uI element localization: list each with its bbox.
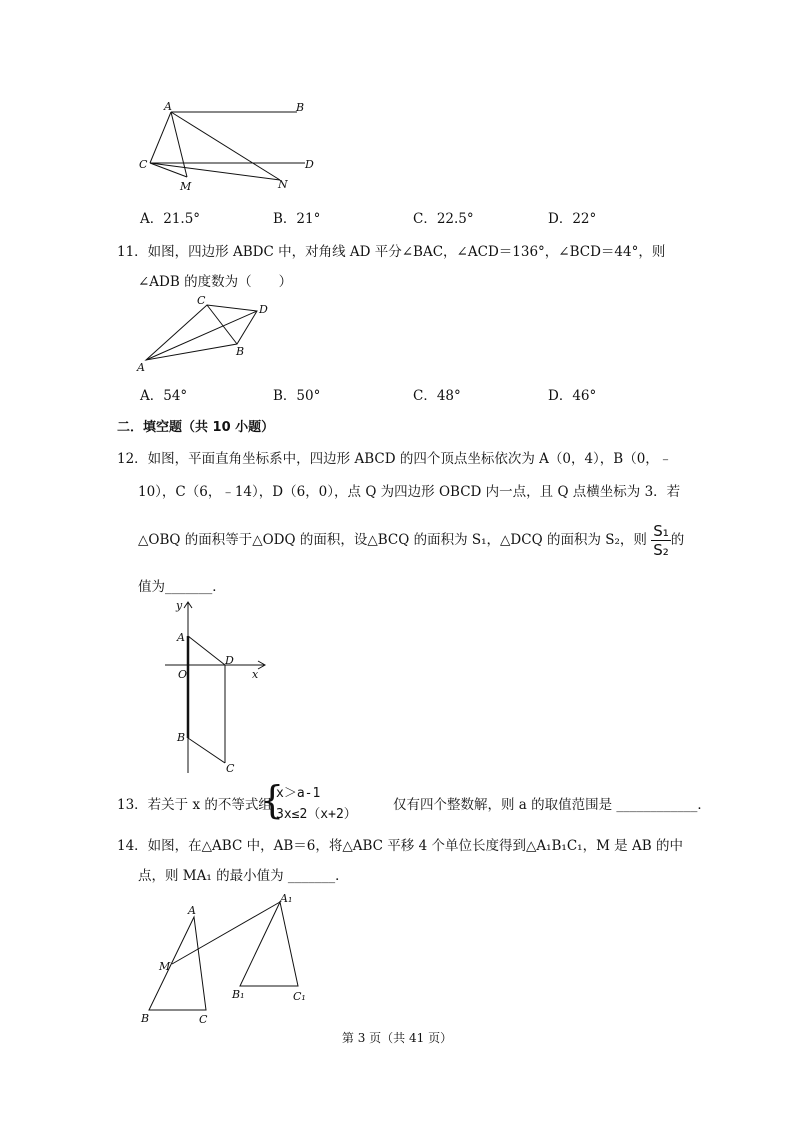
q12-answer-blank[interactable]: 值为_______． — [138, 579, 226, 595]
fig11-label-b: B — [236, 345, 245, 358]
q12-fraction-denominator: S₂ — [653, 541, 669, 559]
q10-option-d[interactable]: D．22° — [548, 211, 597, 227]
fig14-label-b1: B₁ — [232, 988, 245, 1001]
fig12-label-b: B — [177, 731, 186, 744]
figure-q11 — [130, 292, 280, 377]
q13-inequality-1: x＞a-1 — [276, 786, 321, 801]
q12-text-line2: 10），C（6，﹣14），D（6，0），点 Q 为四边形 OBCD 内一点，且 Q 点横坐标为 3．若 — [138, 484, 681, 500]
fig12-label-c: C — [226, 762, 235, 775]
q13-prefix: 13．若关于 x 的不等式组 — [117, 797, 272, 813]
fig10-label-m: M — [180, 180, 192, 193]
q10-option-c[interactable]: C．22.5° — [413, 211, 474, 227]
fig14-label-c1: C₁ — [293, 990, 306, 1003]
q14-text-line1: 14．如图，在△ABC 中，AB＝6，将△ABC 平移 4 个单位长度得到△A₁B₁C₁，M 是 AB 的中 — [117, 838, 683, 854]
figure-q10 — [130, 95, 330, 195]
fig11-label-a: A — [137, 361, 145, 374]
fig14-label-b: B — [141, 1012, 150, 1025]
page-footer: 第 3 页（共 41 页） — [341, 1031, 453, 1045]
fig14-label-a: A — [188, 904, 196, 917]
section-heading-fill-in: 二．填空题（共 10 小题） — [117, 420, 275, 435]
fig12-label-a: A — [177, 631, 185, 644]
fig14-label-a1: A₁ — [280, 892, 293, 905]
q11-option-c[interactable]: C．48° — [413, 388, 461, 404]
fig12-label-d: D — [225, 654, 234, 667]
q13-brace: { — [260, 778, 285, 822]
q10-option-a[interactable]: A．21.5° — [140, 211, 201, 227]
q12-text-line3-end: 的 — [670, 532, 685, 548]
q14-text-line2[interactable]: 点，则 MA₁ 的最小值为 _______． — [138, 868, 349, 884]
q11-option-d[interactable]: D．46° — [548, 388, 597, 404]
q12-text-line3-body: △OBQ 的面积等于△ODQ 的面积，设△BCQ 的面积为 S₁，△DCQ 的面积为 S₂，则 — [138, 532, 647, 548]
q12-text-line3 — [138, 522, 684, 559]
q13-inequality-2: 3x≤2（x+2） — [276, 807, 357, 822]
q12-fraction-numerator: S₁ — [653, 522, 669, 540]
fig11-label-c: C — [197, 294, 206, 307]
fig12-label-x: x — [252, 668, 259, 681]
fig11-label-d: D — [259, 303, 268, 316]
fig14-label-m: M — [159, 960, 171, 973]
q12-text-line1: 12．如图，平面直角坐标系中，四边形 ABCD 的四个顶点坐标依次为 A（0，4），B（0，﹣ — [117, 451, 673, 467]
fig12-label-y: y — [176, 599, 183, 612]
figure-q14 — [135, 890, 315, 1025]
fig14-label-c: C — [199, 1013, 208, 1025]
q11-text-line2: ∠ADB 的度数为（ ） — [138, 274, 293, 290]
fig10-label-c: C — [139, 158, 148, 171]
fig10-label-d: D — [305, 158, 314, 171]
fig10-label-a: A — [164, 100, 172, 113]
q10-option-b[interactable]: B．21° — [273, 211, 321, 227]
q11-option-b[interactable]: B．50° — [273, 388, 321, 404]
q12-fraction — [651, 522, 671, 559]
q11-option-a[interactable]: A．54° — [140, 388, 188, 404]
fig10-label-n: N — [278, 178, 288, 191]
figure-q12 — [160, 598, 270, 778]
q11-text-line1: 11．如图，四边形 ABDC 中，对角线 AD 平分∠BAC，∠ACD＝136°，∠BCD＝44°，则 — [117, 244, 666, 260]
fig12-label-o: O — [178, 668, 188, 681]
fig10-label-b: B — [296, 101, 305, 114]
q13-suffix[interactable]: 仅有四个整数解，则 a 的取值范围是 ____________． — [393, 797, 711, 813]
